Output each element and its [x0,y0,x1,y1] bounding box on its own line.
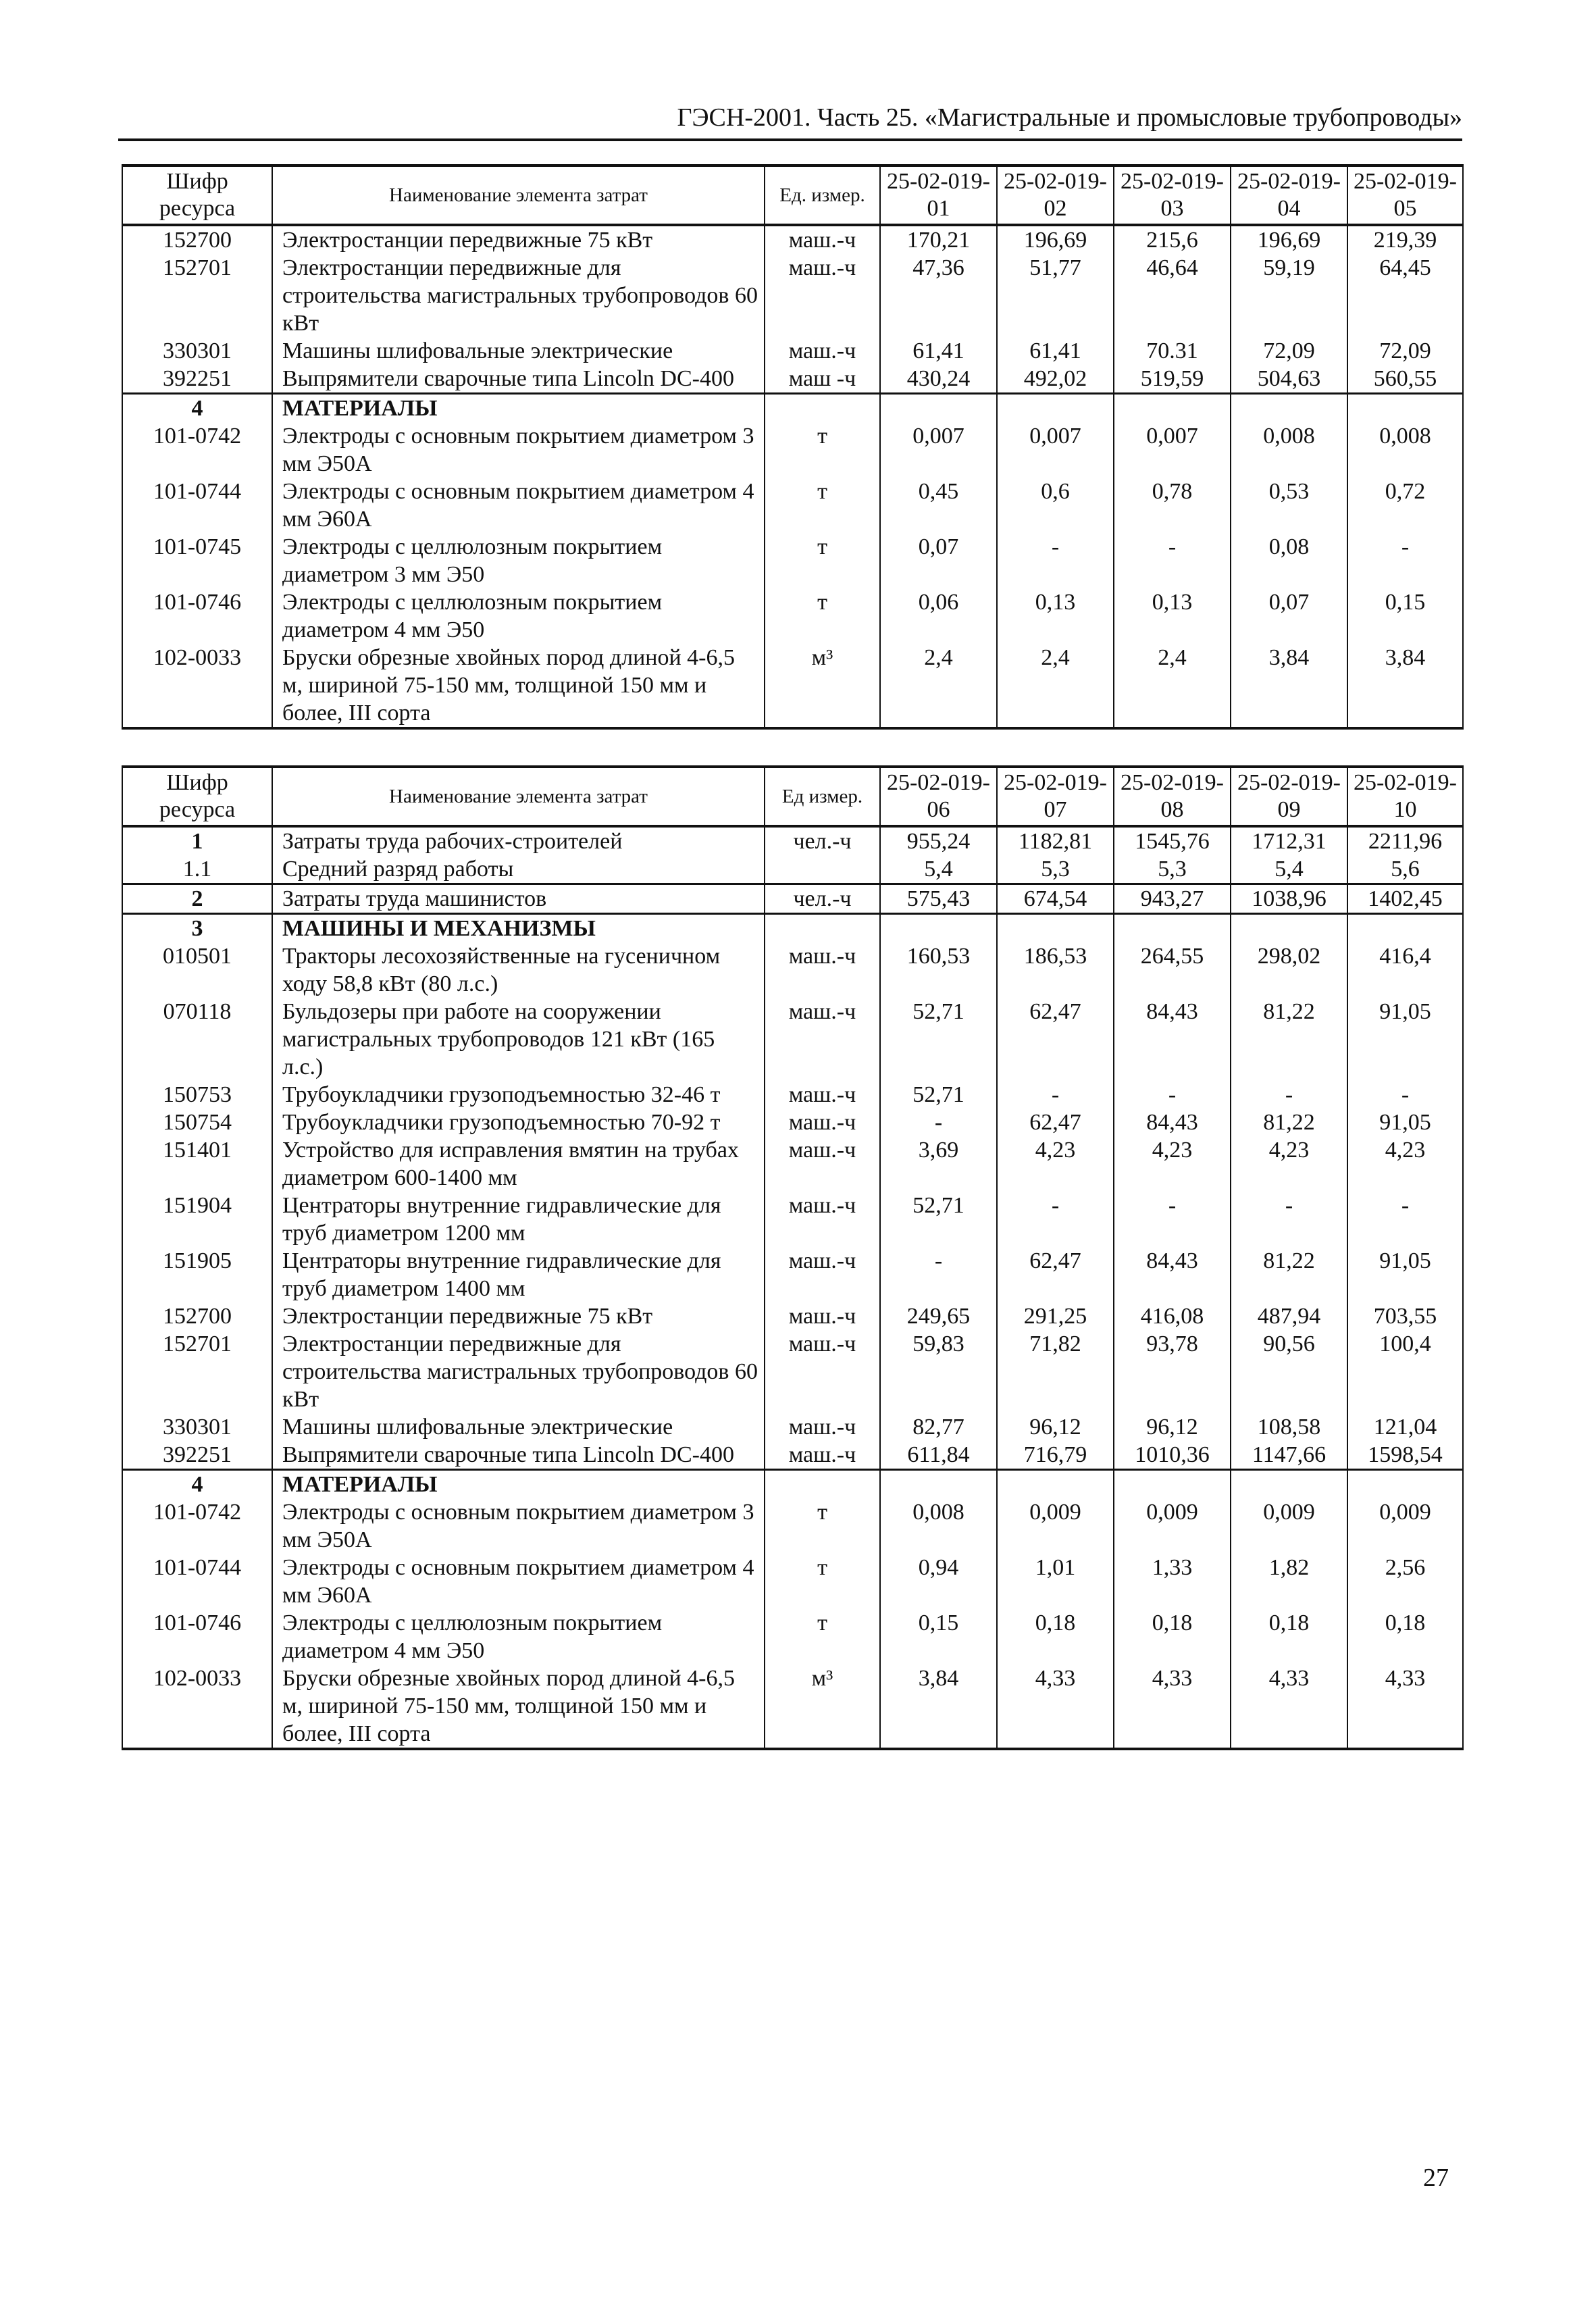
value-cell: 170,21 [880,225,997,254]
value-cell: 1010,36 [1114,1441,1231,1470]
value-cell: 1,82 [1231,1554,1347,1609]
resource-code: 102-0033 [122,644,272,728]
value-cell: 5,4 [880,855,997,884]
value-cell: 1,01 [997,1554,1114,1609]
table-row [122,826,1463,855]
resource-code: 101-0745 [122,533,272,588]
table-header-row [122,767,1463,826]
resource-name: Электроды с целлюлозным покрытием диаметром 3 мм Э50 [272,533,765,588]
value-cell: 219,39 [1347,225,1463,254]
unit-cell: маш -ч [765,365,880,394]
value-cell: 100,4 [1347,1330,1463,1413]
value-cell: 96,12 [997,1413,1114,1441]
value-cell: 2211,96 [1347,826,1463,855]
header-col-2: 25-02-019-07 [997,767,1114,826]
unit-cell: маш.-ч [765,1136,880,1192]
resource-code: 392251 [122,1441,272,1470]
value-cell: 0,13 [997,588,1114,644]
value-cell: 0,007 [997,422,1114,478]
table-row [122,1609,1463,1664]
value-cell: 91,05 [1347,1109,1463,1136]
unit-cell [765,914,880,943]
resource-name: Электростанции передвижные для строительства магистральных трубопроводов 60 кВт [272,254,765,337]
value-cell: 61,41 [880,337,997,365]
value-cell: 81,22 [1231,1247,1347,1302]
unit-cell: м³ [765,644,880,728]
value-cell: 0,009 [1114,1498,1231,1554]
table-row [122,422,1463,478]
resource-code: 3 [122,914,272,943]
value-cell: 492,02 [997,365,1114,394]
header-name: Наименование элемента затрат [272,166,765,225]
value-cell: - [1231,1081,1347,1109]
value-cell: - [1114,533,1231,588]
unit-cell: маш.-ч [765,1081,880,1109]
table-row [122,337,1463,365]
header-code: Шифр ресурса [122,767,272,826]
resource-name: Выпрямители сварочные типа Lincoln DC-400 [272,365,765,394]
value-cell: 1182,81 [997,826,1114,855]
value-cell: 0,18 [1231,1609,1347,1664]
header-name: Наименование элемента затрат [272,767,765,826]
value-cell: 416,08 [1114,1302,1231,1330]
resource-code: 152700 [122,1302,272,1330]
value-cell: 0,007 [1114,422,1231,478]
value-cell: 703,55 [1347,1302,1463,1330]
table-row [122,1664,1463,1749]
table-row [122,1498,1463,1554]
resource-code: 010501 [122,942,272,998]
resource-table-1 [122,164,1464,730]
value-cell: 291,25 [997,1302,1114,1330]
value-cell: 82,77 [880,1413,997,1441]
table-row [122,588,1463,644]
value-cell: 93,78 [1114,1330,1231,1413]
header-col-5: 25-02-019-05 [1347,166,1463,225]
value-cell: 72,09 [1347,337,1463,365]
table-row [122,533,1463,588]
value-cell: 2,56 [1347,1554,1463,1609]
header-unit: Ед измер. [765,767,880,826]
resource-code: 102-0033 [122,1664,272,1749]
value-cell: 0,53 [1231,478,1347,533]
resource-name: Тракторы лесохозяйственные на гусеничном ходу 58,8 кВт (80 л.с.) [272,942,765,998]
value-cell: 4,23 [1114,1136,1231,1192]
table-row [122,1330,1463,1413]
unit-cell: маш.-ч [765,225,880,254]
value-cell: 0,15 [1347,588,1463,644]
value-cell: 955,24 [880,826,997,855]
unit-cell: т [765,422,880,478]
unit-cell: м³ [765,1664,880,1749]
value-cell: 186,53 [997,942,1114,998]
resource-code: 151401 [122,1136,272,1192]
value-cell: 70.31 [1114,337,1231,365]
value-cell: 4,33 [997,1664,1114,1749]
unit-cell: т [765,1498,880,1554]
value-cell: 61,41 [997,337,1114,365]
section-title: МАТЕРИАЛЫ [272,394,765,423]
value-cell: 0,15 [880,1609,997,1664]
header-col-1: 25-02-019-01 [880,166,997,225]
header-col-3: 25-02-019-03 [1114,166,1231,225]
value-cell: 121,04 [1347,1413,1463,1441]
value-cell [997,394,1114,423]
resource-name: Центраторы внутренние гидравлические для труб диаметром 1200 мм [272,1192,765,1247]
resource-code: 1.1 [122,855,272,884]
unit-cell: маш.-ч [765,1330,880,1413]
value-cell: 96,12 [1114,1413,1231,1441]
value-cell: 160,53 [880,942,997,998]
value-cell: 4,23 [1347,1136,1463,1192]
value-cell [997,914,1114,943]
value-cell: 674,54 [997,884,1114,914]
table-row [122,1109,1463,1136]
resource-name: Электроды с целлюлозным покрытием диаметром 4 мм Э50 [272,1609,765,1664]
value-cell: 1038,96 [1231,884,1347,914]
value-cell: 430,24 [880,365,997,394]
value-cell: 0,6 [997,478,1114,533]
value-cell [1231,394,1347,423]
header-col-3: 25-02-019-08 [1114,767,1231,826]
unit-cell: маш.-ч [765,1413,880,1441]
value-cell: 504,63 [1231,365,1347,394]
table-row [122,1081,1463,1109]
value-cell: 2,4 [997,644,1114,728]
unit-cell: т [765,1554,880,1609]
value-cell: 72,09 [1231,337,1347,365]
page-number: 27 [1423,2164,1449,2192]
unit-cell: маш.-ч [765,337,880,365]
unit-cell: маш.-ч [765,998,880,1081]
value-cell [880,394,997,423]
value-cell: 0,18 [1347,1609,1463,1664]
value-cell: 91,05 [1347,998,1463,1081]
unit-cell: чел.-ч [765,826,880,855]
value-cell: 0,009 [1231,1498,1347,1554]
value-cell: 215,6 [1114,225,1231,254]
value-cell [1347,394,1463,423]
resource-name: Центраторы внутренние гидравлические для труб диаметром 1400 мм [272,1247,765,1302]
value-cell: 84,43 [1114,1247,1231,1302]
value-cell: 611,84 [880,1441,997,1470]
header-code: Шифр ресурса [122,166,272,225]
value-cell: 47,36 [880,254,997,337]
resource-code: 152701 [122,254,272,337]
resource-code: 101-0742 [122,1498,272,1554]
value-cell: 0,45 [880,478,997,533]
resource-name: Электроды с основным покрытием диаметром 4 мм Э60А [272,1554,765,1609]
value-cell: 2,4 [880,644,997,728]
value-cell: 249,65 [880,1302,997,1330]
unit-cell: т [765,478,880,533]
value-cell: 52,71 [880,1081,997,1109]
value-cell [1114,394,1231,423]
unit-cell [765,855,880,884]
value-cell [1347,1470,1463,1499]
value-cell: 575,43 [880,884,997,914]
resource-name: Средний разряд работы [272,855,765,884]
value-cell: 0,009 [997,1498,1114,1554]
value-cell: 0,06 [880,588,997,644]
table-row [122,855,1463,884]
value-cell: 0,007 [880,422,997,478]
resource-name: Устройство для исправления вмятин на трубах диаметром 600-1400 мм [272,1136,765,1192]
value-cell [1347,914,1463,943]
header-col-4: 25-02-019-04 [1231,166,1347,225]
section-title: МАТЕРИАЛЫ [272,1470,765,1499]
value-cell: 0,08 [1231,533,1347,588]
value-cell: 5,6 [1347,855,1463,884]
value-cell: 84,43 [1114,998,1231,1081]
value-cell: 1,33 [1114,1554,1231,1609]
value-cell: 416,4 [1347,942,1463,998]
resource-code: 4 [122,394,272,423]
table-row [122,1554,1463,1609]
value-cell: - [1347,533,1463,588]
value-cell: 62,47 [997,1247,1114,1302]
value-cell: - [1231,1192,1347,1247]
table-row [122,365,1463,394]
unit-cell: маш.-ч [765,254,880,337]
unit-cell: т [765,533,880,588]
resource-name: Электроды с основным покрытием диаметром 3 мм Э50А [272,422,765,478]
value-cell: 59,19 [1231,254,1347,337]
resource-code: 101-0744 [122,1554,272,1609]
value-cell [997,1470,1114,1499]
value-cell: - [1114,1192,1231,1247]
value-cell: 59,83 [880,1330,997,1413]
resource-name: Электростанции передвижные 75 кВт [272,225,765,254]
resource-name: Машины шлифовальные электрические [272,337,765,365]
value-cell: 0,009 [1347,1498,1463,1554]
value-cell [1231,1470,1347,1499]
page-header-title: ГЭСН-2001. Часть 25. «Магистральные и промысловые трубопроводы» [677,103,1462,132]
resource-table-2 [122,765,1464,1750]
resource-name: Трубоукладчики грузоподъемностью 70-92 т [272,1109,765,1136]
value-cell: 519,59 [1114,365,1231,394]
unit-cell: чел.-ч [765,884,880,914]
header-unit: Ед. измер. [765,166,880,225]
value-cell: 51,77 [997,254,1114,337]
resource-code: 101-0746 [122,588,272,644]
header-col-1: 25-02-019-06 [880,767,997,826]
value-cell: - [880,1109,997,1136]
value-cell: 1402,45 [1347,884,1463,914]
table-row [122,1413,1463,1441]
table-row [122,1302,1463,1330]
value-cell: 4,33 [1114,1664,1231,1749]
unit-cell: маш.-ч [765,942,880,998]
resource-name: Бульдозеры при работе на сооружении магистральных трубопроводов 121 кВт (165 л.с.) [272,998,765,1081]
value-cell: 1545,76 [1114,826,1231,855]
resource-code: 101-0744 [122,478,272,533]
table-header-row [122,166,1463,225]
unit-cell: т [765,588,880,644]
value-cell: 62,47 [997,998,1114,1081]
unit-cell: маш.-ч [765,1302,880,1330]
value-cell: 4,33 [1231,1664,1347,1749]
table-row [122,225,1463,254]
section-row [122,1470,1463,1499]
table-row [122,942,1463,998]
value-cell: 1147,66 [1231,1441,1347,1470]
unit-cell [765,1470,880,1499]
value-cell: 264,55 [1114,942,1231,998]
resource-code: 101-0742 [122,422,272,478]
resource-code: 101-0746 [122,1609,272,1664]
header-rule [118,138,1462,141]
value-cell: 0,13 [1114,588,1231,644]
header-col-2: 25-02-019-02 [997,166,1114,225]
value-cell: 3,69 [880,1136,997,1192]
value-cell: 0,18 [1114,1609,1231,1664]
value-cell: 0,07 [880,533,997,588]
resource-code: 150753 [122,1081,272,1109]
value-cell: 3,84 [1347,644,1463,728]
value-cell: - [997,1081,1114,1109]
value-cell: 64,45 [1347,254,1463,337]
resource-name: Трубоукладчики грузоподъемностью 32-46 т [272,1081,765,1109]
resource-name: Электроды с основным покрытием диаметром 4 мм Э60А [272,478,765,533]
value-cell: 0,72 [1347,478,1463,533]
value-cell: 90,56 [1231,1330,1347,1413]
value-cell: - [997,1192,1114,1247]
value-cell: - [880,1247,997,1302]
value-cell: - [997,533,1114,588]
value-cell: 5,3 [1114,855,1231,884]
value-cell [1114,1470,1231,1499]
unit-cell: т [765,1609,880,1664]
resource-name: Затраты труда машинистов [272,884,765,914]
value-cell: 81,22 [1231,998,1347,1081]
value-cell: - [1347,1081,1463,1109]
value-cell [880,914,997,943]
unit-cell [765,394,880,423]
resource-name: Электростанции передвижные для строительства магистральных трубопроводов 60 кВт [272,1330,765,1413]
value-cell: - [1347,1192,1463,1247]
unit-cell: маш.-ч [765,1441,880,1470]
resource-code: 1 [122,826,272,855]
value-cell: 84,43 [1114,1109,1231,1136]
value-cell: 52,71 [880,1192,997,1247]
value-cell: 0,78 [1114,478,1231,533]
value-cell [1114,914,1231,943]
resource-name: Электроды с основным покрытием диаметром 3 мм Э50А [272,1498,765,1554]
value-cell: 487,94 [1231,1302,1347,1330]
resource-code: 330301 [122,337,272,365]
value-cell: 4,23 [997,1136,1114,1192]
resource-code: 070118 [122,998,272,1081]
table-row [122,1247,1463,1302]
value-cell: 1712,31 [1231,826,1347,855]
value-cell: 196,69 [997,225,1114,254]
resource-name: Машины шлифовальные электрические [272,1413,765,1441]
value-cell: 0,008 [880,1498,997,1554]
value-cell: 52,71 [880,998,997,1081]
value-cell: 298,02 [1231,942,1347,998]
value-cell: 91,05 [1347,1247,1463,1302]
value-cell: 0,18 [997,1609,1114,1664]
resource-name: Бруски обрезные хвойных пород длиной 4-6,5 м, шириной 75-150 мм, толщиной 150 мм и более, III сорта [272,1664,765,1749]
section-row [122,914,1463,943]
resource-code: 392251 [122,365,272,394]
resource-code: 330301 [122,1413,272,1441]
resource-name: Электроды с целлюлозным покрытием диаметром 4 мм Э50 [272,588,765,644]
value-cell: 3,84 [1231,644,1347,728]
value-cell: 4,33 [1347,1664,1463,1749]
value-cell: 1598,54 [1347,1441,1463,1470]
value-cell: 4,23 [1231,1136,1347,1192]
value-cell: 0,94 [880,1554,997,1609]
table-row [122,998,1463,1081]
unit-cell: маш.-ч [765,1192,880,1247]
value-cell: 5,3 [997,855,1114,884]
section-title: МАШИНЫ И МЕХАНИЗМЫ [272,914,765,943]
table-row [122,1192,1463,1247]
table-row [122,884,1463,914]
header-col-5: 25-02-019-10 [1347,767,1463,826]
unit-cell: маш.-ч [765,1247,880,1302]
value-cell: 3,84 [880,1664,997,1749]
table-row [122,1441,1463,1470]
value-cell: 560,55 [1347,365,1463,394]
resource-code: 150754 [122,1109,272,1136]
resource-name: Электростанции передвижные 75 кВт [272,1302,765,1330]
resource-code: 152700 [122,225,272,254]
value-cell: 108,58 [1231,1413,1347,1441]
resource-code: 4 [122,1470,272,1499]
value-cell: 71,82 [997,1330,1114,1413]
value-cell: 196,69 [1231,225,1347,254]
resource-code: 151905 [122,1247,272,1302]
resource-code: 152701 [122,1330,272,1413]
value-cell: - [1114,1081,1231,1109]
resource-name: Затраты труда рабочих-строителей [272,826,765,855]
value-cell [880,1470,997,1499]
resource-name: Выпрямители сварочные типа Lincoln DC-400 [272,1441,765,1470]
value-cell: 716,79 [997,1441,1114,1470]
value-cell: 2,4 [1114,644,1231,728]
section-row [122,394,1463,423]
value-cell: 62,47 [997,1109,1114,1136]
value-cell: 0,008 [1231,422,1347,478]
unit-cell: маш.-ч [765,1109,880,1136]
value-cell: 5,4 [1231,855,1347,884]
resource-code: 2 [122,884,272,914]
table-row [122,478,1463,533]
header-col-4: 25-02-019-09 [1231,767,1347,826]
value-cell: 0,008 [1347,422,1463,478]
value-cell: 943,27 [1114,884,1231,914]
resource-name: Бруски обрезные хвойных пород длиной 4-6,5 м, шириной 75-150 мм, толщиной 150 мм и более, III сорта [272,644,765,728]
table-row [122,1136,1463,1192]
table-row [122,644,1463,728]
value-cell: 0,07 [1231,588,1347,644]
table-row [122,254,1463,337]
value-cell: 81,22 [1231,1109,1347,1136]
value-cell: 46,64 [1114,254,1231,337]
resource-code: 151904 [122,1192,272,1247]
value-cell [1231,914,1347,943]
